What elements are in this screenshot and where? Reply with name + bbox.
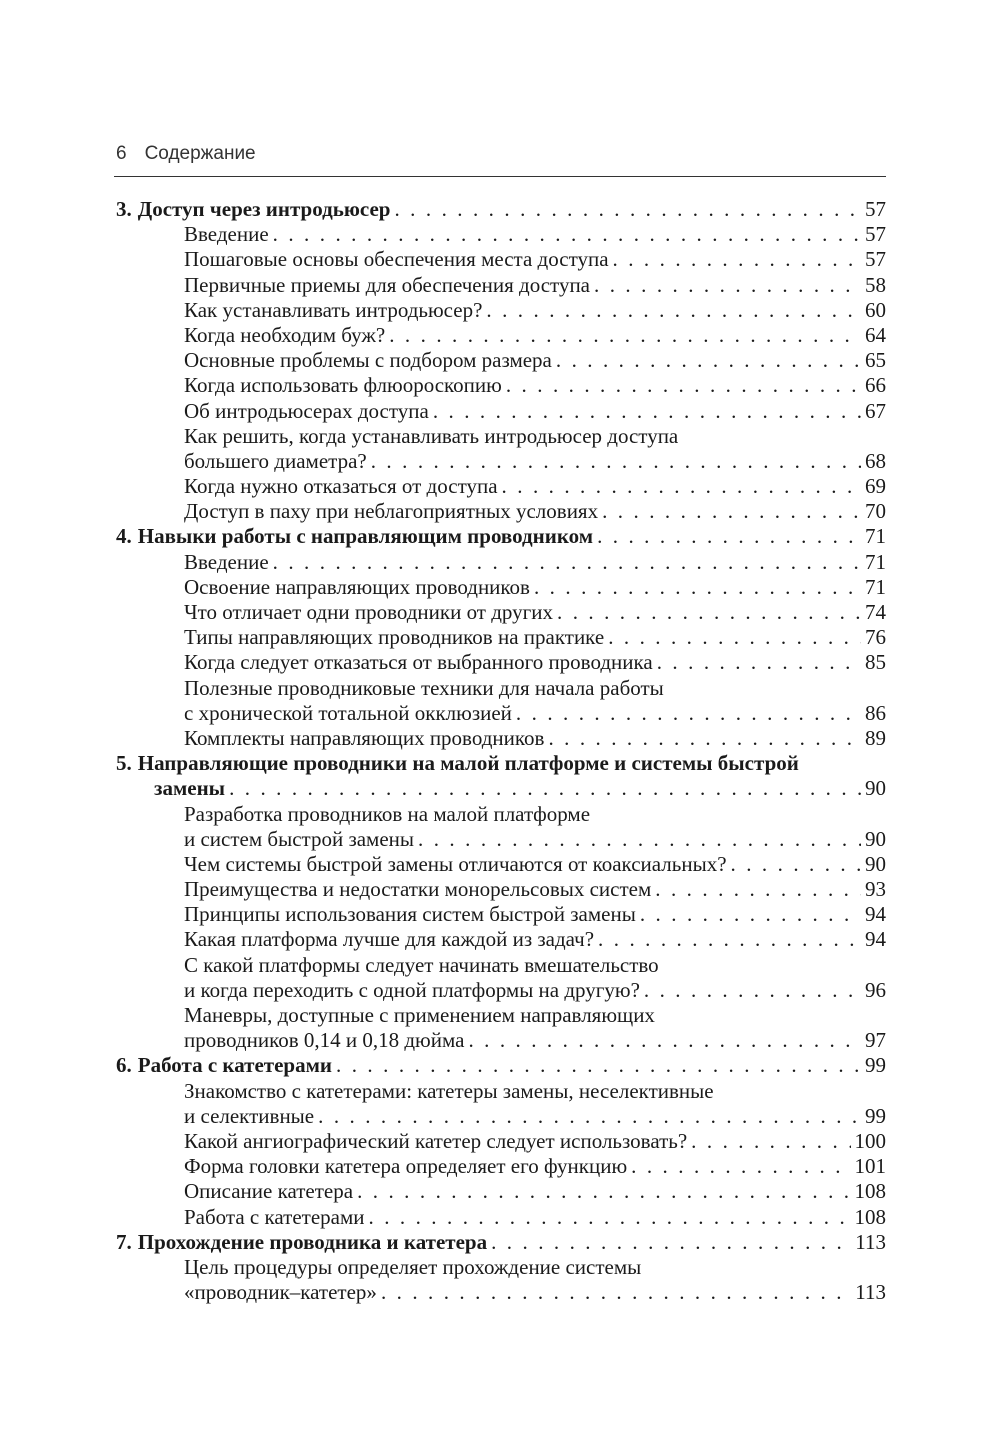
toc-page-number: 76 [865,625,886,650]
toc-section [116,802,886,827]
dot-leader [418,827,861,852]
dot-leader [502,474,861,499]
dot-leader [691,1129,850,1154]
toc-entry-title: Об интродьюсерах доступа [184,398,429,423]
chapter-number: 6. [116,1053,132,1078]
toc-entry-title: Введение [184,222,269,247]
toc-section [116,650,886,675]
dot-leader [369,1205,851,1230]
dot-leader [491,1230,851,1255]
toc-entry-title: Маневры, доступные с применением направляющих [184,1003,655,1027]
toc-entry-title: Когда необходим буж? [184,322,386,347]
dot-leader [318,1104,861,1129]
dot-leader [486,298,861,323]
dot-leader [506,373,861,398]
toc-entry-title: «проводник–катетер» [184,1280,377,1305]
toc-page-number: 58 [865,272,886,297]
toc-chapter [116,1053,886,1078]
toc-entry-title: Прохождение проводника и катетера [137,1229,488,1254]
toc-section [116,348,886,373]
page-number: 6 [116,143,127,164]
chapter-number: 5. [116,751,132,776]
toc-entry-title: Доступ через интродьюсер [137,197,391,221]
toc-entry-title: и когда переходить с одной платформы на другую? [184,977,640,1002]
dot-leader [357,1179,850,1204]
toc-page-number: 70 [865,499,886,524]
toc-entry-title: Чем системы быстрой замены отличаются от коаксиальных? [184,851,727,876]
toc-page-number: 100 [854,1128,886,1153]
toc-page-number: 99 [865,1053,886,1078]
toc-entry-title: Введение [184,549,269,574]
chapter-number: 4. [116,524,132,549]
dot-leader [394,197,861,222]
toc-page-number: 90 [865,776,886,801]
toc-page-number: 108 [854,1179,886,1204]
toc-entry-title: Первичные приемы для обеспечения доступа [184,272,591,297]
chapter-number: 3. [116,197,132,221]
dot-leader [273,222,861,247]
dot-leader [657,650,861,675]
toc-entry-title: проводников 0,14 и 0,18 дюйма [184,1028,465,1053]
toc-entry-title: Основные проблемы с подбором размера [184,348,552,373]
toc-section [116,1003,886,1028]
toc-entry-title: Как устанавливать интродьюсер? [184,297,483,322]
toc-section [116,1028,886,1053]
toc-entry-title: Навыки работы с направляющим проводником [137,524,594,549]
toc-section [116,1104,886,1129]
toc-page-number: 57 [865,197,886,221]
toc-entry-title: Пошаговые основы обеспечения места доступа [184,247,609,272]
toc-entry-title: Комплекты направляющих проводников [184,725,545,750]
toc-section [116,625,886,650]
toc-entry-title: Знакомство с катетерами: катетеры замены, неселективные [184,1078,714,1103]
toc-entry-title: и систем быстрой замены [184,826,415,851]
toc-chapter [116,524,886,549]
toc-page-number: 90 [865,826,886,851]
toc-section [116,927,886,952]
toc-section [116,978,886,1003]
toc-page-number: 69 [865,474,886,499]
toc-page-number: 57 [865,222,886,247]
toc-entry-title: Преимущества и недостатки монорельсовых систем [184,877,652,902]
running-title: Содержание [144,143,256,164]
toc-section [116,323,886,348]
toc-entry-title: с хронической тотальной окклюзией [184,700,512,725]
toc-page-number: 86 [865,700,886,725]
dot-leader [598,927,861,952]
toc-chapter [116,751,886,776]
dot-leader [516,701,861,726]
toc-section [116,474,886,499]
dot-leader [371,449,861,474]
toc-page-number: 85 [865,650,886,675]
toc-page-number: 71 [865,549,886,574]
toc-section [116,877,886,902]
running-header [116,143,886,165]
toc-page-number: 65 [865,348,886,373]
toc-page-number: 90 [865,851,886,876]
toc-entry-title: Освоение направляющих проводников [184,574,530,599]
toc-page-number: 96 [865,977,886,1002]
dot-leader [389,323,861,348]
toc-entry-title: Что отличает одни проводники от других [184,600,553,624]
dot-leader [655,877,861,902]
toc-page-number: 71 [865,524,886,549]
toc-page-number: 113 [855,1229,886,1254]
toc-section [116,1079,886,1104]
toc-page-number: 94 [865,927,886,952]
toc-section [116,449,886,474]
toc-page-number: 71 [865,574,886,599]
dot-leader [597,524,861,549]
toc-section [116,550,886,575]
toc-page-number: 97 [865,1028,886,1053]
toc-entry-title: Форма головки катетера определяет его функцию [184,1154,628,1179]
toc-entry-title: Типы направляющих проводников на практике [184,625,605,650]
toc-page-number: 113 [855,1280,886,1305]
toc-entry-title: Полезные проводниковые техники для начала работы [184,675,664,700]
toc-page-number: 64 [865,322,886,347]
toc-page-number: 67 [865,398,886,423]
toc-entry-title: Разработка проводников на малой платформе [184,801,591,826]
toc-entry-title: Какая платформа лучше для каждой из задач? [184,927,595,952]
toc-section [116,953,886,978]
toc-page-number: 99 [865,1103,886,1128]
toc-page-number: 74 [865,600,886,624]
toc-entry-title: Цель процедуры определяет прохождение системы [184,1254,642,1279]
toc-entry-title: Работа с катетерами [137,1053,333,1078]
table-of-contents [116,197,886,1305]
dot-leader [557,600,861,625]
toc-section [116,827,886,852]
toc-page-number: 94 [865,902,886,927]
toc-section [116,499,886,524]
dot-leader [613,247,861,272]
toc-section [116,298,886,323]
toc-page-number: 57 [865,247,886,272]
dot-leader [731,852,861,877]
dot-leader [602,499,861,524]
toc-entry-title: Когда нужно отказаться от доступа [184,474,498,499]
toc-entry-title: Как решить, когда устанавливать интродьюсер доступа [184,423,679,448]
toc-section [116,600,886,625]
toc-chapter [116,197,886,222]
toc-section [116,726,886,751]
toc-entry-title: замены [154,776,226,801]
toc-section [116,852,886,877]
toc-section [116,1255,886,1280]
toc-page-number: 89 [865,725,886,750]
toc-section [116,399,886,424]
toc-page-number: 68 [865,448,886,473]
dot-leader [631,1154,850,1179]
toc-entry-title: Описание катетера [184,1179,354,1204]
dot-leader [534,575,861,600]
toc-section [116,222,886,247]
toc-entry-title: и селективные [184,1103,315,1128]
dot-leader [556,348,861,373]
toc-entry-title: Какой ангиографический катетер следует использовать? [184,1128,688,1153]
dot-leader [273,550,861,575]
dot-leader [468,1028,861,1053]
toc-chapter-continuation [116,776,886,801]
toc-section [116,676,886,701]
toc-entry-title: С какой платформы следует начинать вмешательство [184,952,659,977]
dot-leader [381,1280,851,1305]
dot-leader [594,273,861,298]
toc-entry-title: Принципы использования систем быстрой замены [184,902,636,927]
toc-section [116,575,886,600]
toc-section [116,1280,886,1305]
toc-section [116,1179,886,1204]
toc-section [116,1154,886,1179]
toc-section [116,701,886,726]
toc-section [116,247,886,272]
toc-section [116,1205,886,1230]
dot-leader [548,726,861,751]
chapter-number: 7. [116,1229,132,1254]
dot-leader [229,776,861,801]
toc-section [116,424,886,449]
toc-page-number: 101 [854,1154,886,1179]
toc-section [116,902,886,927]
toc-entry-title: Когда использовать флюороскопию [184,373,502,398]
dot-leader [336,1053,861,1078]
toc-page-number: 66 [865,373,886,398]
toc-entry-title: Доступ в паху при неблагоприятных условиях [184,499,599,524]
dot-leader [433,399,861,424]
toc-entry-title: большего диаметра? [184,448,367,473]
toc-page-number: 60 [865,297,886,322]
header-rule [114,176,886,177]
toc-entry-title: Направляющие проводники на малой платформе и системы быстрой [137,751,799,776]
toc-page-number: 93 [865,877,886,902]
dot-leader [644,978,861,1003]
dot-leader [608,625,861,650]
toc-chapter [116,1230,886,1255]
dot-leader [640,902,861,927]
toc-entry-title: Когда следует отказаться от выбранного проводника [184,650,653,675]
toc-entry-title: Работа с катетерами [184,1204,365,1229]
toc-page-number: 108 [854,1204,886,1229]
toc-section [116,273,886,298]
toc-section [116,1129,886,1154]
toc-section [116,373,886,398]
